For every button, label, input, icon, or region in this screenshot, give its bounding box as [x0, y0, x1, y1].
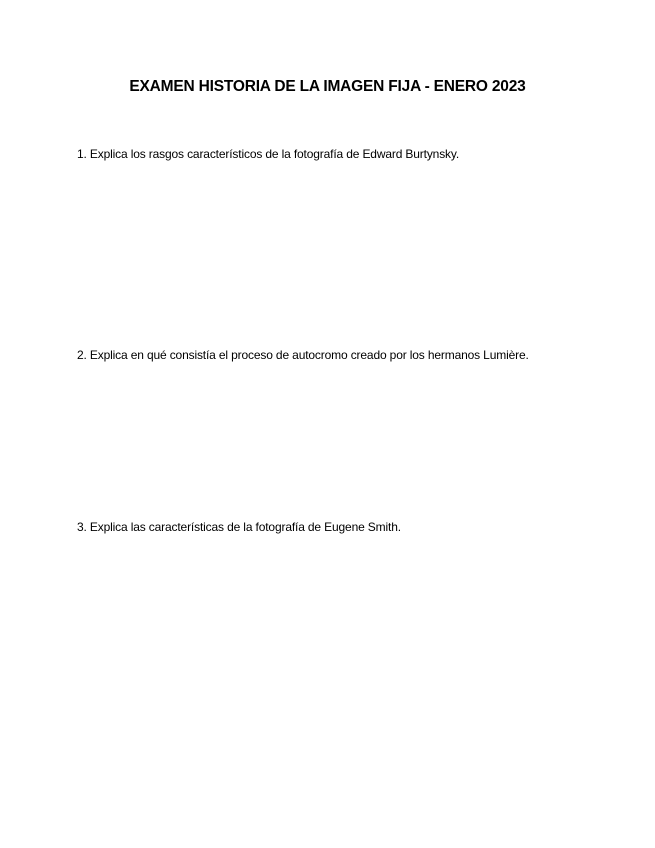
question-3: 3. Explica las características de la fotografía de Eugene Smith.: [77, 520, 401, 534]
exam-title: EXAMEN HISTORIA DE LA IMAGEN FIJA - ENERO 2023: [129, 78, 526, 95]
question-1: 1. Explica los rasgos característicos de la fotografía de Edward Burtynsky.: [77, 147, 460, 161]
question-2: 2. Explica en qué consistía el proceso de autocromo creado por los hermanos Lumière.: [77, 348, 529, 362]
